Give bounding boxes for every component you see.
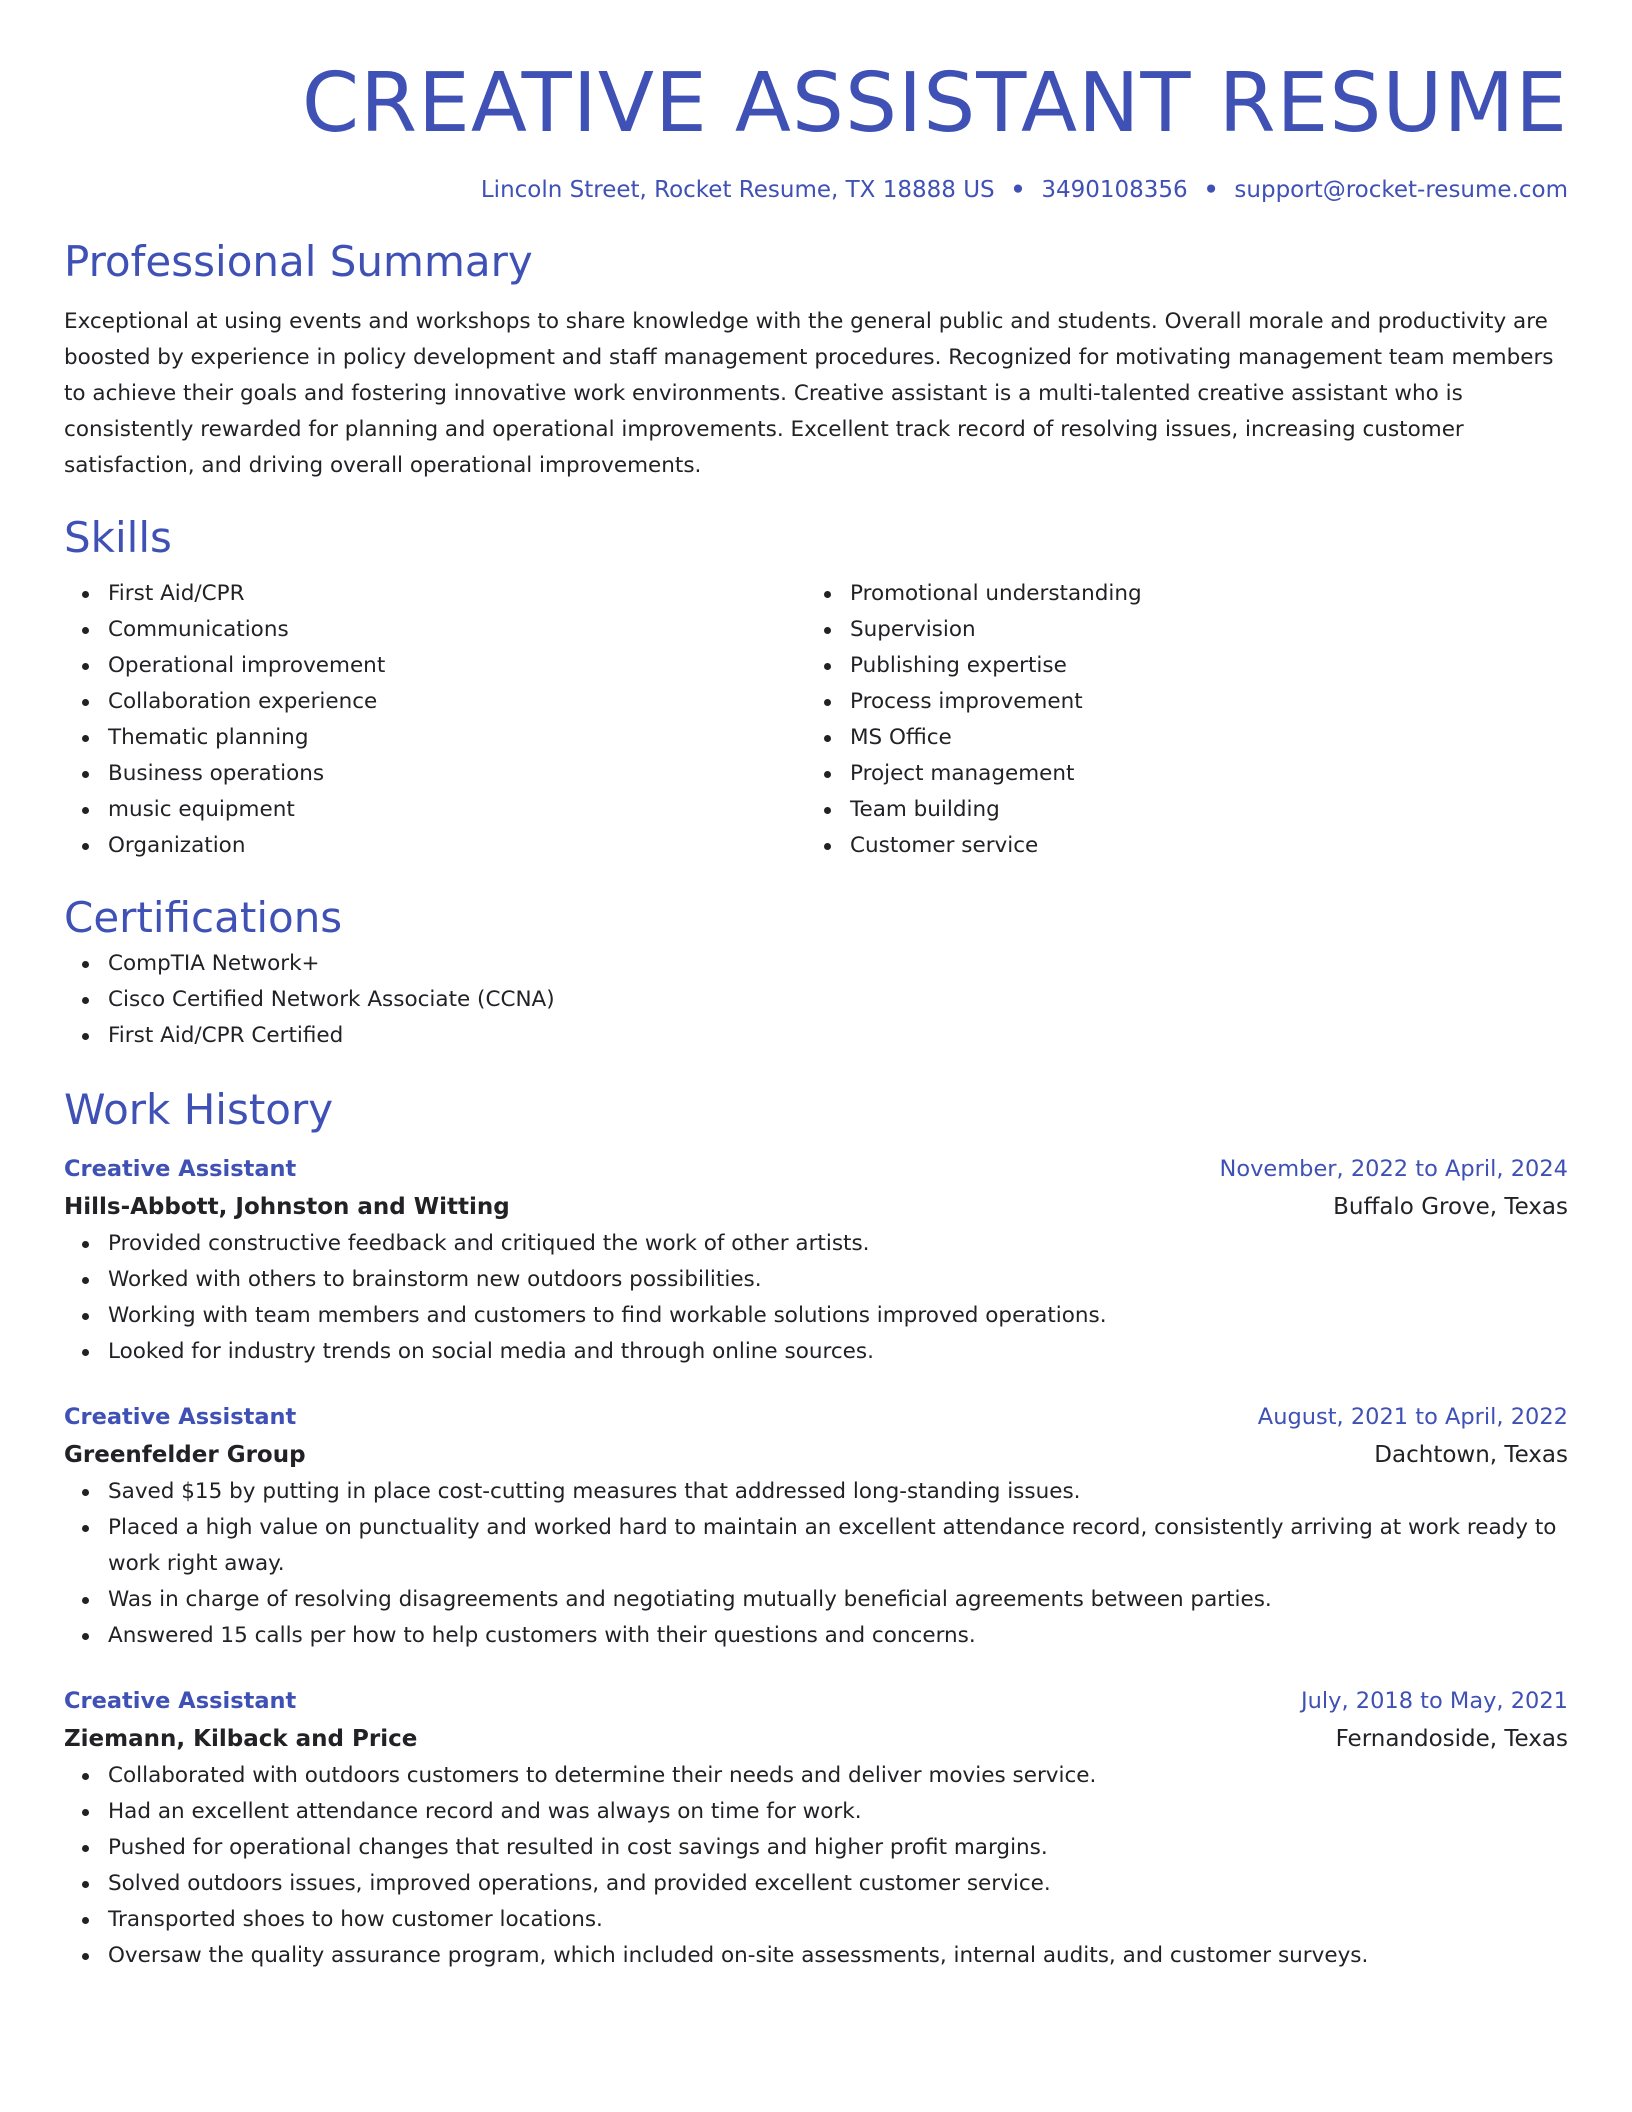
- job-title-row: [64, 1398, 1568, 1436]
- job-bullet: Pushed for operational changes that resulted in cost savings and higher profit margins.: [108, 1830, 1568, 1866]
- job-dates: July, 2018 to May, 2021: [1300, 1688, 1568, 1714]
- job-title: Creative Assistant: [64, 1688, 297, 1714]
- contact-phone: 3490108356: [1041, 177, 1188, 203]
- contact-line: [64, 174, 1568, 206]
- summary-heading: Professional Summary: [64, 237, 533, 286]
- skill-item: Process improvement: [850, 684, 1548, 720]
- job-title: Creative Assistant: [64, 1156, 297, 1182]
- certification-item: Cisco Certified Network Associate (CCNA): [108, 982, 1568, 1018]
- skill-item: Promotional understanding: [850, 576, 1548, 612]
- certifications-heading: Certifications: [64, 893, 343, 942]
- job-entry: [64, 1398, 1568, 1654]
- job-entry: [64, 1682, 1568, 1974]
- job-company-row: [64, 1720, 1568, 1758]
- summary-text: Exceptional at using events and workshops to share knowledge with the general public and students. Overall morale and productivity are boosted by experience in policy development and staff management procedures. Recognized for motivating management team members to achieve their goals and fostering innovative work environments. Creative assistant is a multi-talented creative assistant who is consistently rewarded for planning and operational improvements. Excellent track record of resolving issues, increasing customer satisfaction, and driving overall operational improvements.: [64, 309, 1554, 478]
- skill-item: First Aid/CPR: [108, 576, 806, 612]
- job-company: Hills-Abbott, Johnston and Witting: [64, 1194, 510, 1220]
- job-location: Dachtown, Texas: [1374, 1442, 1568, 1468]
- job-bullet: Placed a high value on punctuality and worked hard to maintain an excellent attendance record, consistently arriving at work ready to work right away.: [108, 1510, 1568, 1582]
- job-company: Ziemann, Kilback and Price: [64, 1726, 418, 1752]
- skill-item: Collaboration experience: [108, 684, 806, 720]
- job-company-row: [64, 1436, 1568, 1474]
- contact-separator: •: [1203, 177, 1219, 203]
- job-bullet: Had an excellent attendance record and was always on time for work.: [108, 1794, 1568, 1830]
- skill-item: Customer service: [850, 828, 1548, 864]
- skill-item: Business operations: [108, 756, 806, 792]
- skills-section: [64, 510, 1568, 864]
- job-company-row: [64, 1188, 1568, 1226]
- job-bullet: Looked for industry trends on social media and through online sources.: [108, 1334, 1568, 1370]
- skills-column-left: [64, 576, 806, 864]
- job-bullet: Transported shoes to how customer locations.: [108, 1902, 1568, 1938]
- certification-item: CompTIA Network+: [108, 946, 1568, 982]
- skills-heading: Skills: [64, 513, 172, 562]
- job-bullet: Worked with others to brainstorm new outdoors possibilities.: [108, 1262, 1568, 1298]
- summary-section: [64, 234, 1568, 484]
- skill-item: Communications: [108, 612, 806, 648]
- contact-separator: •: [1010, 177, 1026, 203]
- job-bullet: Working with team members and customers to find workable solutions improved operations.: [108, 1298, 1568, 1334]
- skill-item: Organization: [108, 828, 806, 864]
- skill-item: MS Office: [850, 720, 1548, 756]
- job-bullet: Oversaw the quality assurance program, which included on-site assessments, internal audits, and customer surveys.: [108, 1938, 1568, 1974]
- job-company: Greenfelder Group: [64, 1442, 306, 1468]
- resume-title: CREATIVE ASSISTANT RESUME: [301, 56, 1568, 151]
- certification-item: First Aid/CPR Certified: [108, 1018, 1568, 1054]
- skills-list-left: [64, 576, 806, 864]
- job-dates: August, 2021 to April, 2022: [1257, 1404, 1568, 1430]
- certifications-list: [64, 946, 1568, 1054]
- skill-item: Publishing expertise: [850, 648, 1548, 684]
- skills-column-right: [806, 576, 1548, 864]
- contact-email: support@rocket-resume.com: [1234, 177, 1568, 203]
- certifications-section: [64, 890, 1568, 1054]
- job-location: Buffalo Grove, Texas: [1333, 1194, 1568, 1220]
- job-bullet: Solved outdoors issues, improved operations, and provided excellent customer service.: [108, 1866, 1568, 1902]
- skill-item: Team building: [850, 792, 1548, 828]
- work-history-heading: Work History: [64, 1085, 334, 1134]
- work-history-section: [64, 1082, 1568, 1974]
- contact-address: Lincoln Street, Rocket Resume, TX 18888 US: [480, 177, 995, 203]
- job-bullet: Was in charge of resolving disagreements and negotiating mutually beneficial agreements between parties.: [108, 1582, 1568, 1618]
- job-entry: [64, 1150, 1568, 1370]
- skill-item: Thematic planning: [108, 720, 806, 756]
- job-title: Creative Assistant: [64, 1404, 297, 1430]
- job-bullet: Answered 15 calls per how to help customers with their questions and concerns.: [108, 1618, 1568, 1654]
- job-bullet: Saved $15 by putting in place cost-cutting measures that addressed long-standing issues.: [108, 1474, 1568, 1510]
- skills-list-right: [806, 576, 1548, 864]
- job-dates: November, 2022 to April, 2024: [1219, 1156, 1568, 1182]
- job-bullets: [64, 1474, 1568, 1654]
- skill-item: music equipment: [108, 792, 806, 828]
- job-bullets: [64, 1226, 1568, 1370]
- skill-item: Supervision: [850, 612, 1548, 648]
- skill-item: Project management: [850, 756, 1548, 792]
- job-bullet: Collaborated with outdoors customers to determine their needs and deliver movies service.: [108, 1758, 1568, 1794]
- job-title-row: [64, 1682, 1568, 1720]
- job-title-row: [64, 1150, 1568, 1188]
- job-location: Fernandoside, Texas: [1335, 1726, 1568, 1752]
- job-bullet: Provided constructive feedback and critiqued the work of other artists.: [108, 1226, 1568, 1262]
- resume-header: [64, 0, 1568, 206]
- skills-columns: [64, 576, 1568, 864]
- skill-item: Operational improvement: [108, 648, 806, 684]
- job-bullets: [64, 1758, 1568, 1974]
